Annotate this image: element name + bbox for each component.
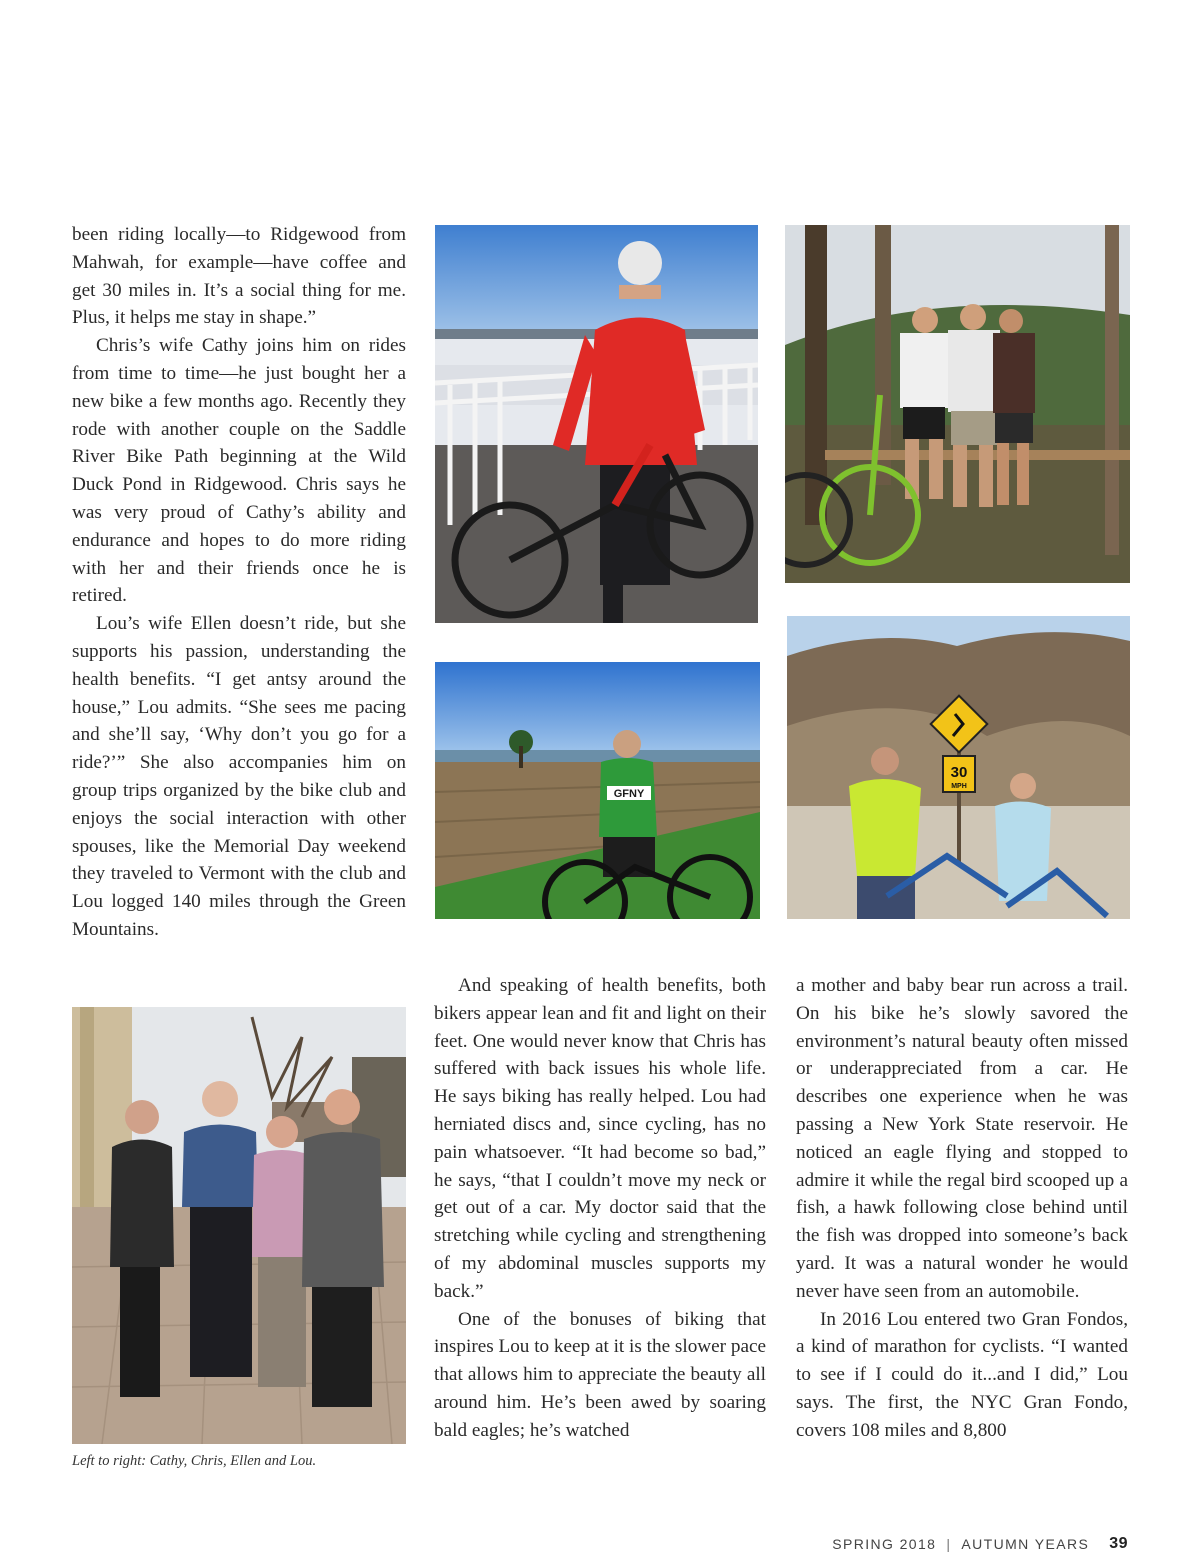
paragraph: Chris’s wife Cathy joins him on rides from time to time—he just bought her a new bike a few months ago. Recently they rode with another couple on the Saddle River Bike Path beginning at the Wild Duck Pond in Ridgewood. Chris says he was very proud of Cathy’s ability and endurance and hopes to do more riding with her and their friends once he is retired.: [72, 335, 406, 607]
magazine-name: AUTUMN YEARS: [961, 1536, 1090, 1552]
page-number: 39: [1109, 1535, 1128, 1552]
article-column-1: [72, 221, 406, 944]
photo-cyclist-field: [435, 662, 760, 919]
photo-couple-desert-road-sign: [787, 616, 1130, 919]
paragraph: One of the bonuses of biking that inspires Lou to keep at it is the slower pace that allows him to appreciate the beauty all around him. He’s been awed by soaring bald eagles; he’s watched: [434, 1308, 766, 1441]
issue-label: SPRING 2018: [832, 1536, 937, 1552]
photo-three-cyclists-forest: [785, 225, 1130, 583]
paragraph: a mother and baby bear run across a trail. On his bike he’s slowly savored the environment’s natural beauty often missed or underappreciated from a car. He describes one experience when he was passing a New York State reservoir. He noticed an eagle flying and stopped to admire it while the regal bird scooped up a fish, a hawk following close behind until the fish was dropped into someone’s back yard. It was a natural wonder he would never have seen from an automobile.: [796, 975, 1128, 1302]
paragraph: Lou’s wife Ellen doesn’t ride, but she supports his passion, understanding the health benefits. “I get antsy around the house,” Lou admits. “She sees me pacing and she’ll say, ‘Why don’t you go for a ride?’” She also accompanies him on group trips organized by the bike club and enjoys the social interaction with other spouses, like the Memorial Day weekend they traveled to Vermont with the club and Lou logged 140 miles through the Green Mountains.: [72, 613, 406, 940]
jersey-text: GFNY: [613, 788, 645, 800]
paragraph: been riding locally—to Ridgewood from Mahwah, for example—have coffee and get 30 miles in. It’s a social thing for me. Plus, it helps me stay in shape.”: [72, 224, 406, 329]
footer-separator: |: [946, 1536, 952, 1552]
page-footer: [832, 1533, 1128, 1555]
road-sign-speed: 30: [950, 764, 968, 781]
photo-cyclist-red-jacket: [435, 225, 758, 623]
paragraph: And speaking of health benefits, both bikers appear lean and fit and light on their feet. One would never know that Chris has suffered with back issues his whole life. He says biking has really helped. Lou had herniated discs and, since cycling, has no pain whatsoever. “It had become so bad,” he says, “that I couldn’t move my neck or get out of a car. My doctor said that the stretching while cycling and strengthening of my abdominal muscles supports my back.”: [434, 975, 766, 1302]
article-column-2: [434, 972, 766, 1445]
photo-caption: Left to right: Cathy, Chris, Ellen and Lou.: [72, 1453, 317, 1469]
article-column-3: [796, 972, 1128, 1445]
road-sign-unit: MPH: [951, 783, 967, 790]
paragraph: In 2016 Lou entered two Gran Fondos, a kind of marathon for cyclists. “I wanted to see if I could do it...and I did,” Lou says. The first, the NYC Gran Fondo, covers 108 miles and 8,800: [796, 1308, 1128, 1441]
photo-group-of-four: [72, 1007, 406, 1444]
